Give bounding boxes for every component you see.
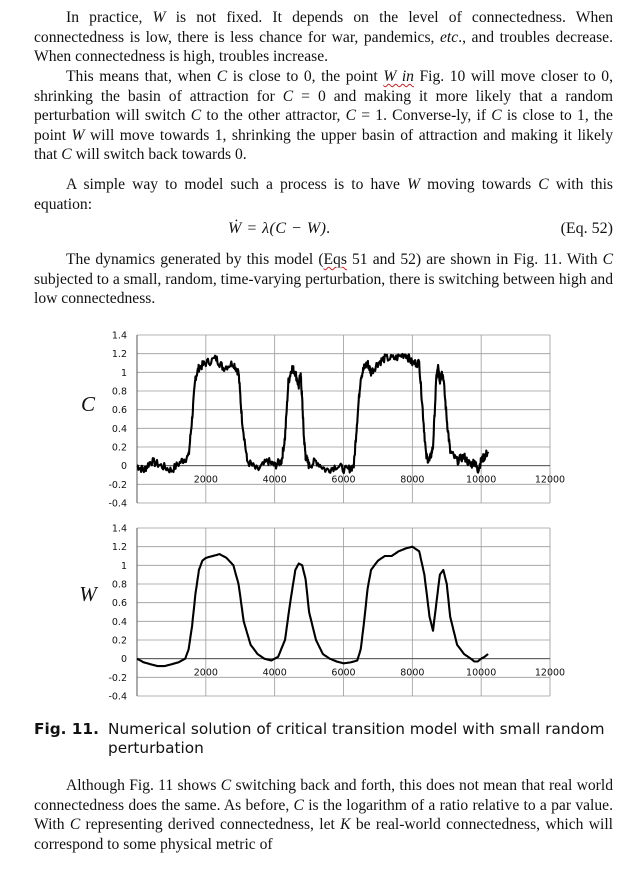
y-tick-label: -0.2: [108, 672, 127, 684]
spellcheck-word: Eqs: [323, 251, 347, 268]
caption-text: Numerical solution of critical transition model with small random perturbation: [108, 720, 605, 757]
y-tick-label: 0.4: [111, 616, 127, 628]
chart-c: [0, 325, 640, 515]
paragraph-4: The dynamics generated by this model (Eqs 51 and 52) are shown in Fig. 11. With C subjected to a small, random, time-varying perturbation, there is switching between high and low connectedness.: [34, 251, 613, 308]
y-tick-label: 0.6: [111, 405, 127, 417]
x-tick-label: 2000: [193, 474, 218, 486]
figure-caption: [34, 720, 613, 758]
y-tick-label: 0: [120, 654, 127, 666]
y-tick-label: 0.8: [111, 386, 127, 398]
y-tick-label: -0.4: [108, 498, 127, 510]
chart-w: [0, 518, 640, 708]
y-tick-label: 0: [120, 461, 127, 473]
series-line: [137, 547, 488, 666]
paragraph-5: Although Fig. 11 shows C switching back and forth, this does not mean that real world connectedness does the same. As before, C is the logarithm of a ratio relative to a par value. With C representing derived connectedness, let K be real-world connectedness, which will correspond to some physical metric of: [34, 777, 613, 853]
y-tick-label: 1.2: [111, 542, 127, 554]
x-tick-label: 12000: [534, 474, 566, 486]
x-tick-label: 6000: [331, 667, 356, 679]
equation-number: (Eq. 52): [560, 220, 613, 237]
x-tick-label: 6000: [331, 474, 356, 486]
paragraph-3: A simple way to model such a process is to have W moving towards C with this equation:: [34, 176, 614, 213]
y-axis-label: C: [80, 392, 96, 416]
x-tick-label: 10000: [466, 474, 497, 486]
equation-52: [0, 218, 613, 242]
x-tick-label: 10000: [466, 667, 497, 679]
x-tick-label: 4000: [262, 667, 287, 679]
x-tick-label: 8000: [400, 667, 425, 679]
y-tick-label: 0.8: [111, 579, 127, 591]
paragraph-1: In practice, W is not fixed. It depends on the level of connectedness. When connectedness is low, there is less chance for war, pandemics, etc., and troubles decrease. When connectedness is high, troubles increase.: [34, 9, 614, 66]
y-tick-label: 0.6: [111, 598, 127, 610]
y-axis-label: W: [79, 582, 97, 606]
spellcheck-word: W in: [383, 68, 414, 85]
equation-body: Ẇ = λ(C − W).: [228, 220, 332, 237]
y-tick-label: 0.2: [111, 442, 127, 454]
y-tick-label: 0.2: [111, 635, 127, 647]
x-tick-label: 8000: [400, 474, 425, 486]
x-tick-label: 2000: [193, 667, 218, 679]
y-tick-label: 0.4: [111, 423, 127, 435]
x-tick-label: 4000: [262, 474, 287, 486]
y-tick-label: 1: [120, 367, 127, 379]
x-tick-label: 12000: [534, 667, 566, 679]
caption-label: Fig. 11.: [34, 720, 99, 738]
y-tick-label: 1.2: [111, 349, 127, 361]
series-line: [137, 354, 488, 473]
y-tick-label: 1: [120, 560, 127, 572]
paragraph-2: This means that, when C is close to 0, the point W in Fig. 10 will move closer to 0, shrinking the basin of attraction for C = 0 and making it more likely that a random perturbation will switch C to the other attractor, C = 1. Converse-ly, if C is close to 1, the point W will move towards 1, shrinking the upper basin of attraction and making it likely that C will switch back towards 0.: [34, 68, 613, 164]
y-tick-label: 1.4: [111, 523, 127, 535]
y-tick-label: -0.2: [108, 479, 127, 491]
y-tick-label: -0.4: [108, 691, 127, 703]
y-tick-label: 1.4: [111, 330, 127, 342]
